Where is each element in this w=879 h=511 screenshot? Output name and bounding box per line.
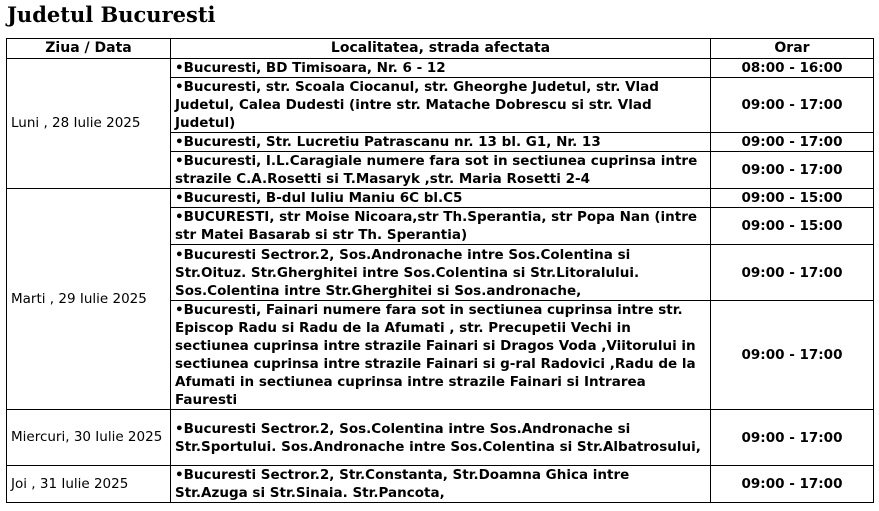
location-cell: •Bucuresti, str. Scoala Ciocanul, str. Gheorghe Judetul, str. Vlad Judetul, Calea Dudesti (intre str. Matache Dobrescu si str. Vlad Judetul) <box>171 78 711 133</box>
header-time: Orar <box>711 39 874 59</box>
time-cell: 09:00 - 17:00 <box>711 152 874 189</box>
location-cell: •BUCURESTI, str Moise Nicoara,str Th.Sperantia, str Popa Nan (intre str Matei Basarab si str Th. Sperantia) <box>171 208 711 245</box>
location-cell: •Bucuresti, BD Timisoara, Nr. 6 - 12 <box>171 59 711 78</box>
schedule-table <box>6 38 874 503</box>
time-cell: 09:00 - 17:00 <box>711 410 874 466</box>
day-cell: Miercuri, 30 Iulie 2025 <box>7 410 171 466</box>
location-cell: •Bucuresti Sectror.2, Sos.Colentina intre Sos.Andronache si Str.Sportului. Sos.Andronache intre Sos.Colentina si Str.Albatrosului, <box>171 410 711 466</box>
time-cell: 09:00 - 17:00 <box>711 301 874 410</box>
location-cell: •Bucuresti, I.L.Caragiale numere fara sot in sectiunea cuprinsa intre strazile C.A.Rosetti si T.Masaryk ,str. Maria Rosetti 2-4 <box>171 152 711 189</box>
header-day: Ziua / Data <box>7 39 171 59</box>
time-cell: 09:00 - 17:00 <box>711 466 874 503</box>
table-header-row <box>7 39 874 59</box>
location-cell: •Bucuresti, Fainari numere fara sot in sectiunea cuprinsa intre str. Episcop Radu si Radu de la Afumati , str. Precupetii Vechi in sectiunea cuprinsa intre strazile Fainari si Dragos Voda ,Viitorului in sectiunea cuprinsa intre strazile Fainari si g-ral Radovici ,Radu de la Afumati in sectiunea cuprinsa intre strazile Fainari si Intrarea Fauresti <box>171 301 711 410</box>
time-cell: 09:00 - 15:00 <box>711 208 874 245</box>
page-title: Judetul Bucuresti <box>7 2 216 27</box>
location-cell: •Bucuresti Sectror.2, Str.Constanta, Str.Doamna Ghica intre Str.Azuga si Str.Sinaia. Str.Pancota, <box>171 466 711 503</box>
time-cell: 08:00 - 16:00 <box>711 59 874 78</box>
day-cell: Luni , 28 Iulie 2025 <box>7 59 171 189</box>
location-cell: •Bucuresti Sectror.2, Sos.Andronache intre Sos.Colentina si Str.Oituz. Str.Gherghitei intre Sos.Colentina si Str.Litoralului. Sos.Colentina intre Str.Gherghitei si Sos.andronache, <box>171 245 711 301</box>
header-location: Localitatea, strada afectata <box>171 39 711 59</box>
time-cell: 09:00 - 17:00 <box>711 245 874 301</box>
table-row <box>7 59 874 78</box>
time-cell: 09:00 - 17:00 <box>711 133 874 152</box>
time-cell: 09:00 - 15:00 <box>711 189 874 208</box>
location-cell: •Bucuresti, Str. Lucretiu Patrascanu nr. 13 bl. G1, Nr. 13 <box>171 133 711 152</box>
location-cell: •Bucuresti, B-dul Iuliu Maniu 6C bl.C5 <box>171 189 711 208</box>
table-row <box>7 466 874 503</box>
table-row <box>7 410 874 466</box>
time-cell: 09:00 - 17:00 <box>711 78 874 133</box>
day-cell: Marti , 29 Iulie 2025 <box>7 189 171 410</box>
table-row <box>7 189 874 208</box>
day-cell: Joi , 31 Iulie 2025 <box>7 466 171 503</box>
